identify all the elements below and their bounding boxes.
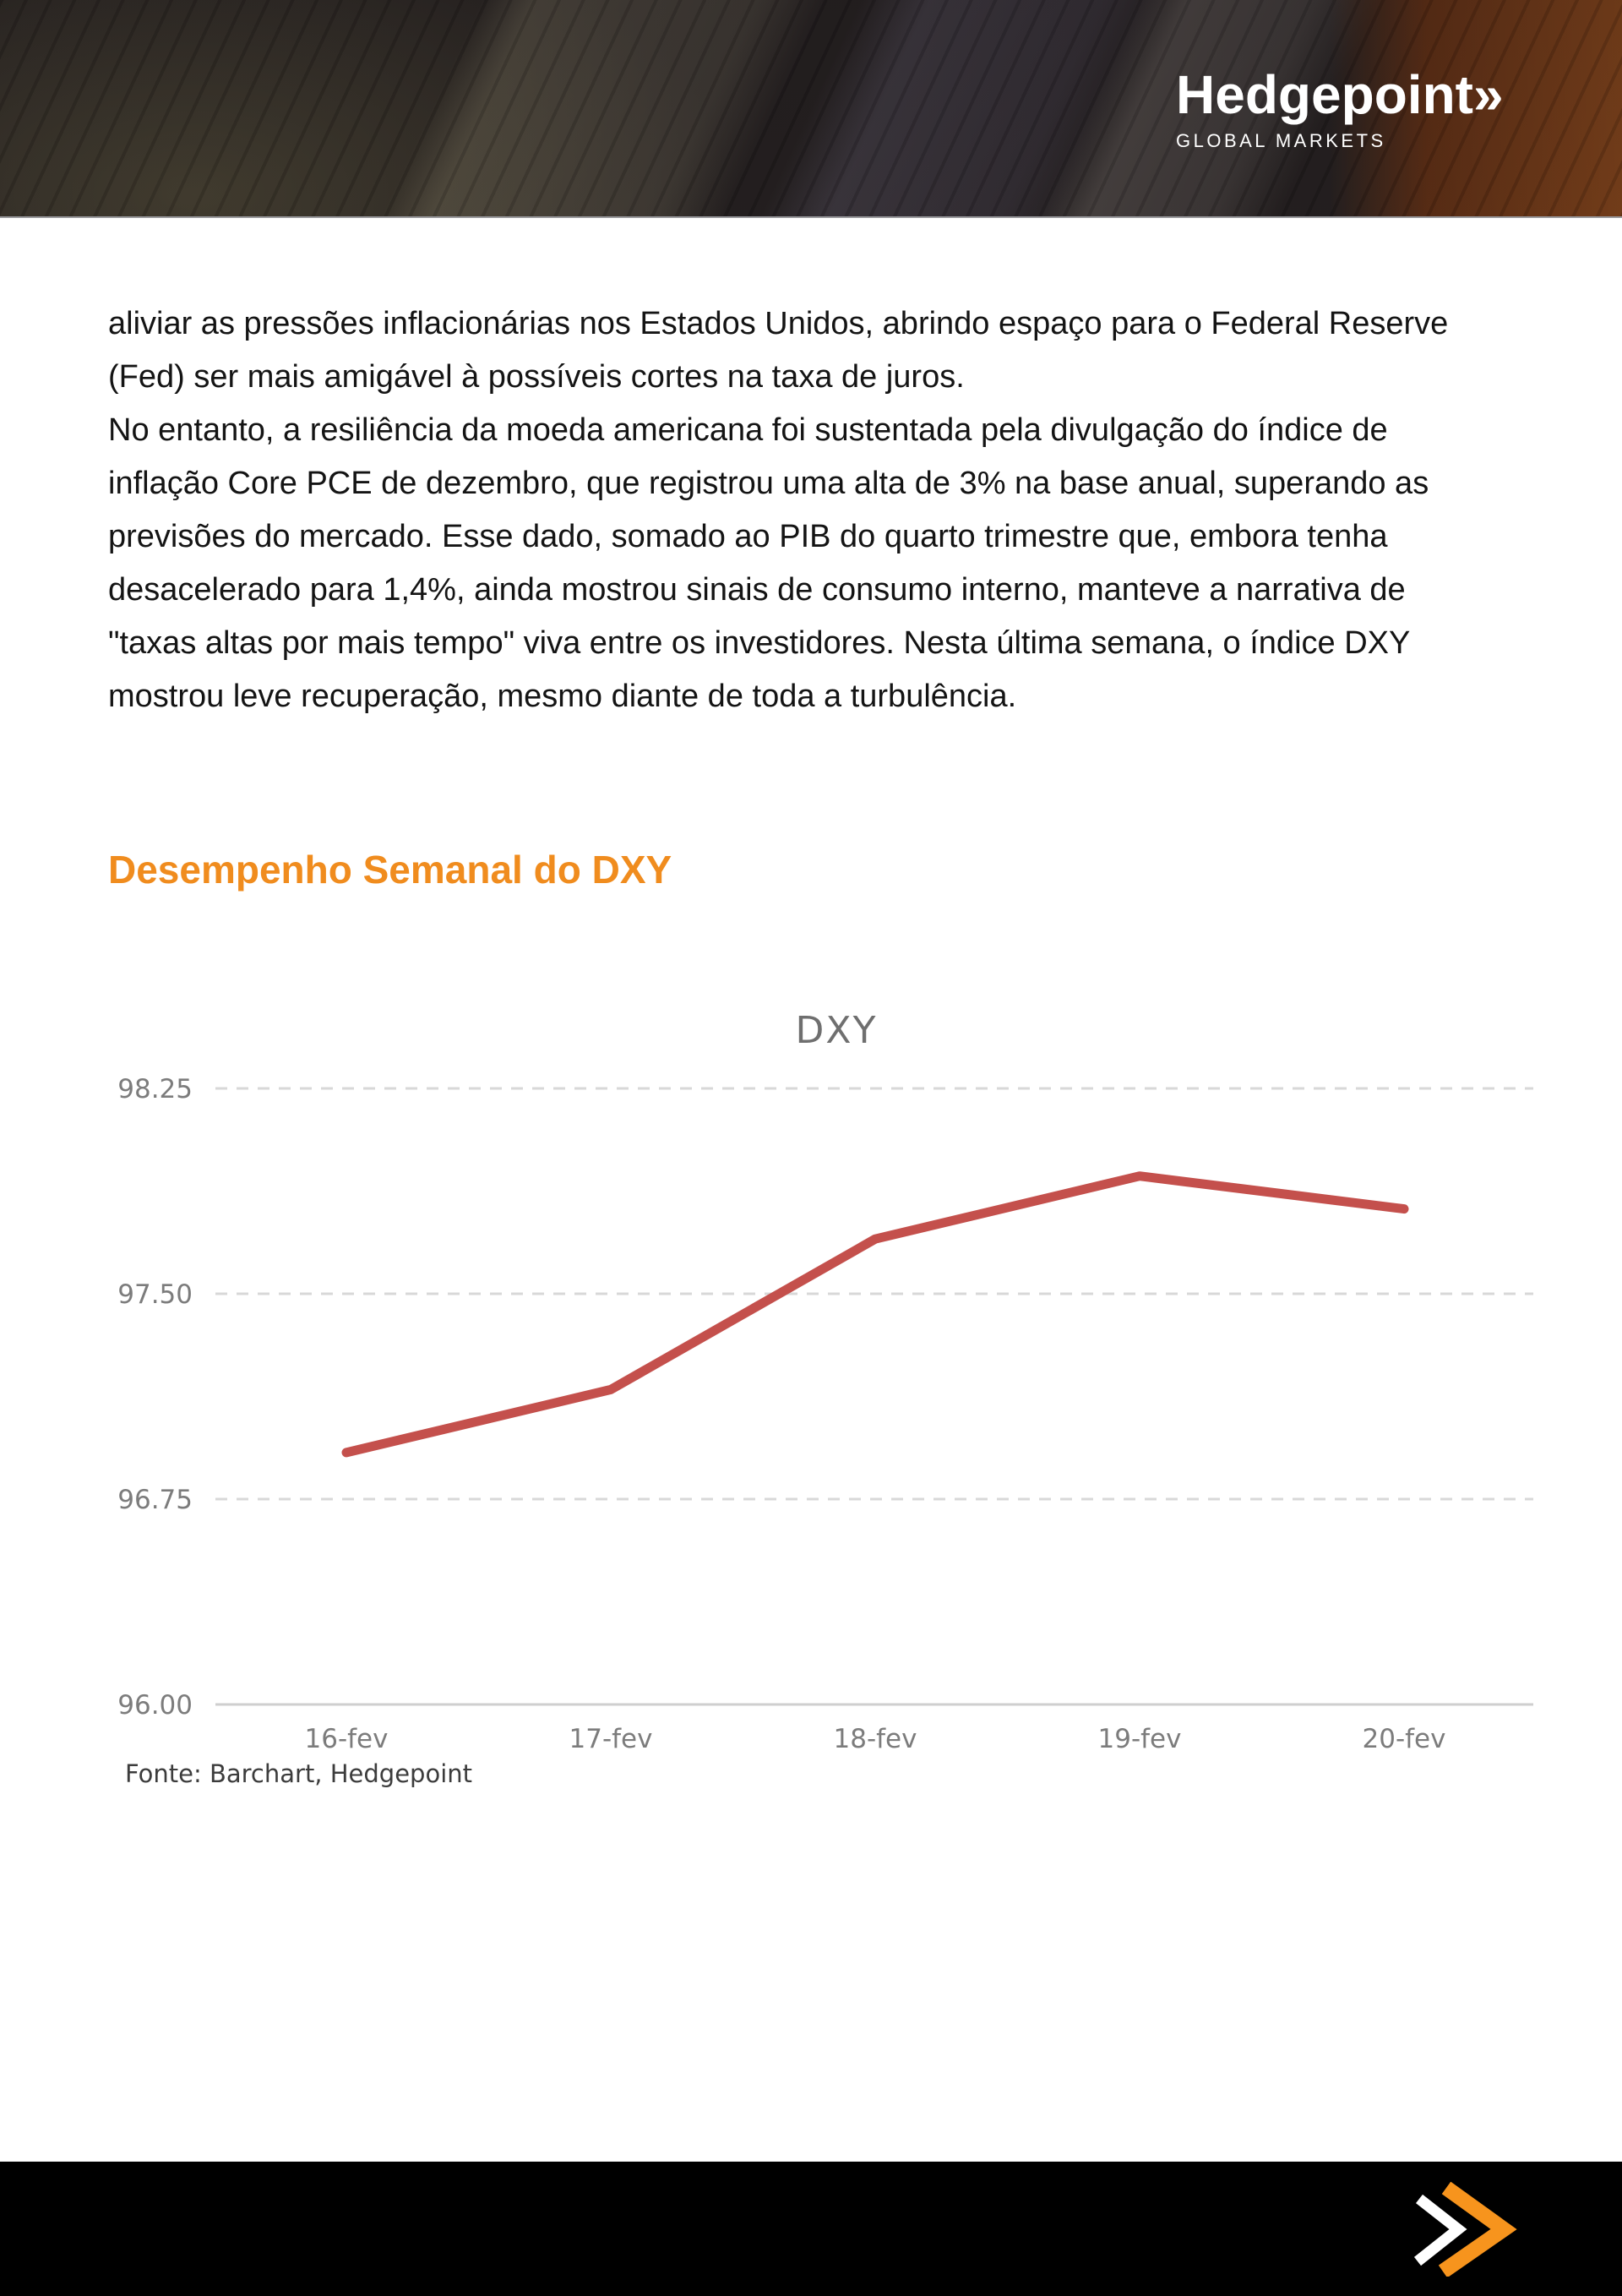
- x-tick-label: 17-fev: [569, 1724, 653, 1754]
- article-paragraph: aliviar as pressões inflacionárias nos Estados Unidos, abrindo espaço para o Federal Reserve (Fed) ser mais amigável à possíveis cortes na taxa de juros.: [108, 306, 1449, 395]
- footer-chevron-white: [1418, 2199, 1458, 2261]
- x-tick-label: 19-fev: [1097, 1724, 1182, 1754]
- chart-title: DXY: [795, 1009, 878, 1052]
- logo-chevron-icon: »: [1472, 64, 1504, 125]
- x-tick-label: 16-fev: [304, 1724, 389, 1754]
- footer-bar: [0, 2162, 1622, 2296]
- footer-chevron-icon: [1407, 2182, 1517, 2277]
- logo-text: [1176, 64, 1504, 125]
- article-paragraph: No entanto, a resiliência da moeda americana foi sustentada pela divulgação do índice de inflação Core PCE de dezembro, que registrou uma alta de 3% na base anual, superando as previsões do mercado. Esse dado, somado ao PIB do quarto trimestre que, embora tenha desacelerado para 1,4%, ainda mostrou sinais de consumo interno, manteve a narrativa de "taxas altas por mais tempo" viva entre os investidores. Nesta última semana, o índice DXY mostrou leve recuperação, mesmo diante de toda a turbulência.: [108, 412, 1429, 714]
- y-tick-label: 97.50: [117, 1279, 193, 1310]
- y-tick-label: 96.00: [117, 1690, 193, 1721]
- hedgepoint-logo: [1176, 64, 1504, 152]
- y-tick-label: 96.75: [117, 1485, 193, 1515]
- section-heading: Desempenho Semanal do DXY: [108, 848, 672, 892]
- logo-brand-text: Hedgepoint: [1176, 64, 1473, 125]
- header-banner: [0, 0, 1622, 218]
- chart-source-note: Fonte: Barchart, Hedgepoint: [125, 1759, 473, 1788]
- logo-tagline: GLOBAL MARKETS: [1176, 130, 1386, 151]
- dxy-chart: [0, 980, 1622, 1817]
- x-tick-label: 18-fev: [833, 1724, 917, 1754]
- article-paragraphs: [108, 297, 1460, 723]
- dxy-series-line: [346, 1176, 1404, 1453]
- x-tick-label: 20-fev: [1362, 1724, 1446, 1754]
- y-tick-label: 98.25: [117, 1074, 193, 1104]
- dxy-line-chart: [0, 980, 1622, 1792]
